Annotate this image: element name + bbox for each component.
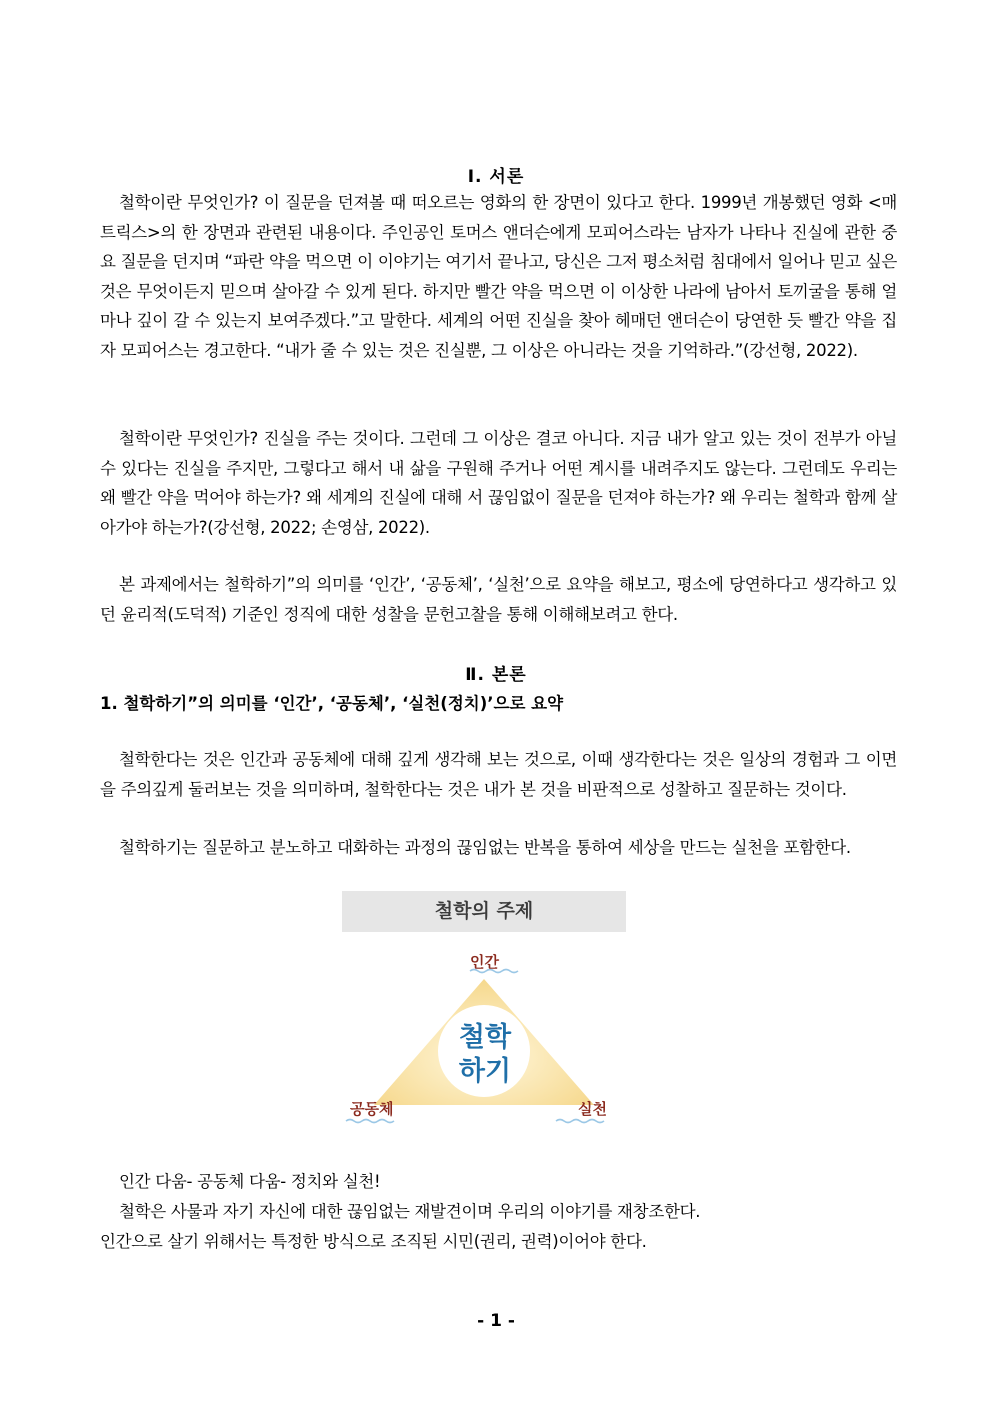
closing-line-1: 인간 다움- 공동체 다움- 정치와 실천!	[119, 1172, 381, 1191]
closing-line-3: 인간으로 살기 위해서는 특정한 방식으로 조직된 시민(권리, 권력)이어야 한다.	[100, 1232, 647, 1251]
diagram-title: 철학의 주제	[342, 891, 626, 932]
intro-paragraph-2: 철학이란 무엇인가? 진실을 주는 것이다. 그런데 그 이상은 결코 아니다. 지금 내가 알고 있는 것이 전부가 아닐 수 있다는 진실을 주지만, 그렇다고 해서 내 삶을 구원해 주거나 어떤 계시를 내려주지도 않는다. 그런데도 우리는 왜 빨간 약을 먹어야 하는가? 왜 세계의 진실에 대해 서 끊임없이 질문을 던져야 하는가? 왜 우리는 철학과 함께 살아가야 하는가?(강선형, 2022; 손영삼, 2022).	[100, 429, 897, 537]
center-line-2: 하기	[458, 1056, 512, 1087]
label-practice: 실천	[578, 1100, 607, 1118]
triangle-graphic	[342, 891, 626, 1131]
label-human: 인간	[470, 953, 499, 971]
wave-left-icon	[346, 1120, 394, 1123]
body-heading: Ⅱ. 본론	[465, 665, 527, 685]
body-paragraph-2: 철학하기는 질문하고 분노하고 대화하는 과정의 끊임없는 반복을 통하여 세상을 만드는 실천을 포함한다.	[119, 838, 851, 857]
closing-line-2: 철학은 사물과 자기 자신에 대한 끊임없는 재발견이며 우리의 이야기를 재창조한다.	[119, 1202, 701, 1221]
body-subheading: 1. 철학하기”의 의미를 ‘인간’, ‘공동체’, ‘실천(정치)’으로 요약	[100, 694, 564, 713]
philosophy-topics-diagram	[342, 891, 626, 1131]
wave-right-icon	[556, 1120, 604, 1123]
diagram-center-text	[443, 1021, 527, 1089]
intro-paragraph-1: 철학이란 무엇인가? 이 질문을 던져볼 때 떠오르는 영화의 한 장면이 있다고 한다. 1999년 개봉했던 영화 <매트릭스>의 한 장면과 관련된 내용이다. 주인공인 토머스 앤더슨에게 모피어스라는 남자가 나타나 진실에 관한 중요 질문을 던지며 “파란 약을 먹으면 이 이야기는 여기서 끝나고, 당신은 그저 평소처럼 침대에서 일어나 믿고 싶은 것은 무엇이든지 믿으며 살아갈 수 있게 된다. 하지만 빨간 약을 먹으면 이 이상한 나라에 남아서 토끼굴을 통해 얼마나 깊이 갈 수 있는지 보여주겠다.”고 말한다. 세계의 어떤 진실을 찾아 헤매던 앤더슨이 당연한 듯 빨간 약을 집자 모피어스는 경고한다. “내가 줄 수 있는 것은 진실뿐, 그 이상은 아니라는 것을 기억하라.”(강선형, 2022).	[100, 193, 897, 360]
intro-heading: Ⅰ. 서론	[467, 167, 525, 187]
label-community: 공동체	[350, 1100, 394, 1118]
body-paragraph-1: 철학한다는 것은 인간과 공동체에 대해 깊게 생각해 보는 것으로, 이때 생각한다는 것은 일상의 경험과 그 이면을 주의깊게 둘러보는 것을 의미하며, 철학한다는 것은 내가 본 것을 비판적으로 성찰하고 질문하는 것이다.	[100, 750, 897, 799]
page-number: - 1 -	[477, 1311, 515, 1331]
intro-paragraph-3: 본 과제에서는 철학하기”의 의미를 ‘인간’, ‘공동체’, ‘실천’으로 요약을 해보고, 평소에 당연하다고 생각하고 있던 윤리적(도덕적) 기준인 정직에 대한 성찰을 문헌고찰을 통해 이해해보려고 한다.	[100, 575, 897, 624]
center-line-1: 철학	[458, 1022, 512, 1053]
